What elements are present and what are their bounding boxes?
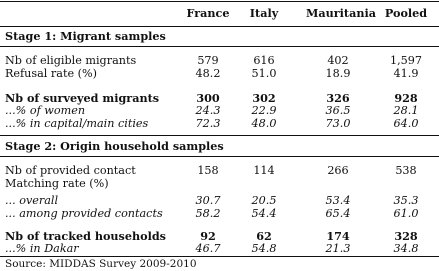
cell-italy: 302 bbox=[252, 91, 276, 105]
stage-divider-rule bbox=[0, 135, 439, 136]
cell-mauritania: 73.0 bbox=[325, 117, 351, 130]
cell-pooled: 61.0 bbox=[393, 207, 419, 220]
header-rule bbox=[0, 26, 439, 27]
cell-italy: 62 bbox=[256, 229, 272, 243]
row-label: Nb of tracked households bbox=[5, 229, 166, 243]
stage1-section-heading bbox=[0, 29, 439, 43]
row-label: Nb of eligible migrants bbox=[5, 54, 137, 67]
table-row bbox=[0, 177, 439, 191]
cell-france: 48.2 bbox=[195, 67, 221, 80]
source-note: Source: MIDDAS Survey 2009-2010 bbox=[5, 258, 197, 270]
row-label: ...% of women bbox=[5, 104, 86, 117]
row-label: ... overall bbox=[5, 194, 59, 207]
cell-pooled: 64.0 bbox=[393, 117, 419, 130]
cell-mauritania: 53.4 bbox=[325, 194, 351, 207]
row-label: ...% in capital/main cities bbox=[5, 117, 149, 130]
cell-mauritania: 36.5 bbox=[325, 104, 351, 117]
cell-italy: 20.5 bbox=[251, 194, 277, 207]
table-row bbox=[0, 207, 439, 221]
cell-france: 72.3 bbox=[195, 117, 221, 130]
cell-mauritania: 65.4 bbox=[325, 207, 351, 220]
cell-france: 300 bbox=[196, 91, 220, 105]
table-row bbox=[0, 117, 439, 131]
cell-france: 92 bbox=[200, 229, 216, 243]
cell-italy: 48.0 bbox=[251, 117, 277, 130]
table-row bbox=[0, 229, 439, 243]
cell-mauritania: 21.3 bbox=[325, 242, 351, 255]
cell-pooled: 35.3 bbox=[393, 194, 419, 207]
cell-pooled: 28.1 bbox=[393, 104, 419, 117]
table-row bbox=[0, 67, 439, 81]
row-label: Refusal rate (%) bbox=[5, 67, 97, 80]
cell-mauritania: 18.9 bbox=[325, 67, 351, 80]
stage2-section-heading bbox=[0, 139, 439, 153]
cell-france: 30.7 bbox=[195, 194, 221, 207]
column-header-italy: Italy bbox=[249, 6, 279, 20]
cell-france: 58.2 bbox=[195, 207, 221, 220]
cell-france: 24.3 bbox=[195, 104, 221, 117]
cell-france: 158 bbox=[197, 164, 219, 177]
table-row bbox=[0, 104, 439, 118]
table-row bbox=[0, 91, 439, 105]
cell-mauritania: 174 bbox=[326, 229, 350, 243]
row-label: ... among provided contacts bbox=[5, 207, 163, 220]
cell-mauritania: 326 bbox=[326, 91, 350, 105]
table-row bbox=[0, 194, 439, 208]
cell-italy: 22.9 bbox=[251, 104, 277, 117]
table-row bbox=[0, 164, 439, 178]
cell-mauritania: 402 bbox=[327, 54, 349, 67]
cell-france: 579 bbox=[197, 54, 219, 67]
cell-pooled: 328 bbox=[394, 229, 418, 243]
stage1-title: Stage 1: Migrant samples bbox=[5, 29, 166, 43]
table-row bbox=[0, 242, 439, 256]
column-header-mauritania: Mauritania bbox=[306, 6, 376, 20]
column-header-france: France bbox=[186, 6, 230, 20]
cell-pooled: 928 bbox=[394, 91, 418, 105]
row-label: Nb of provided contact bbox=[5, 164, 136, 177]
cell-italy: 114 bbox=[253, 164, 275, 177]
cell-italy: 51.0 bbox=[251, 67, 277, 80]
column-header-row bbox=[0, 6, 439, 20]
table-row bbox=[0, 54, 439, 68]
cell-france: 46.7 bbox=[195, 242, 221, 255]
row-label: Matching rate (%) bbox=[5, 177, 109, 190]
stage1-heading-rule bbox=[0, 46, 439, 47]
stage2-title: Stage 2: Origin household samples bbox=[5, 139, 224, 153]
column-header-pooled: Pooled bbox=[384, 6, 428, 20]
cell-italy: 54.8 bbox=[251, 242, 277, 255]
cell-pooled: 34.8 bbox=[393, 242, 419, 255]
cell-pooled: 41.9 bbox=[393, 67, 419, 80]
cell-italy: 616 bbox=[253, 54, 275, 67]
top-rule bbox=[0, 1, 439, 2]
row-label: Nb of surveyed migrants bbox=[5, 91, 160, 105]
cell-italy: 54.4 bbox=[251, 207, 277, 220]
stage2-heading-rule bbox=[0, 156, 439, 157]
cell-pooled: 1,597 bbox=[389, 54, 423, 67]
cell-pooled: 538 bbox=[395, 164, 417, 177]
row-label: ...% in Dakar bbox=[5, 242, 79, 255]
cell-mauritania: 266 bbox=[327, 164, 349, 177]
